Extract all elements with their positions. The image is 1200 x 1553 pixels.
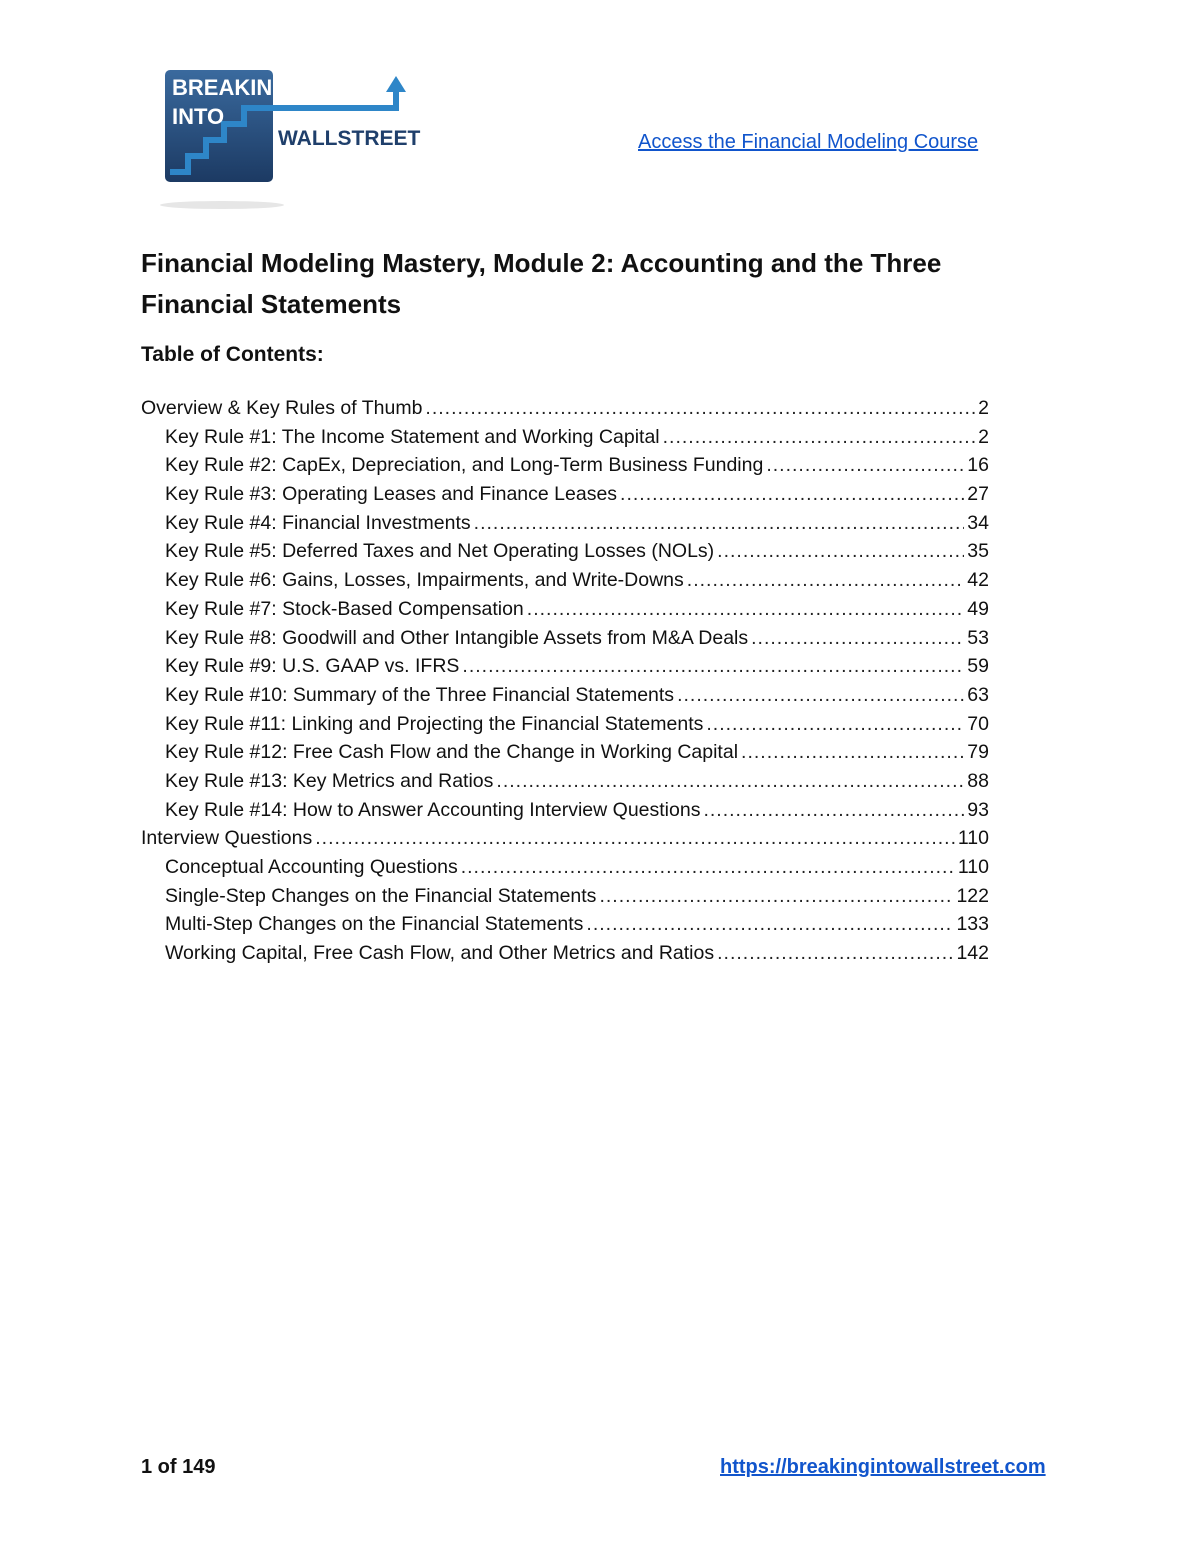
toc-entry[interactable] xyxy=(141,710,989,739)
toc-leader-dots xyxy=(599,882,953,911)
toc-leader-dots xyxy=(751,624,964,653)
toc-entry[interactable] xyxy=(141,681,989,710)
toc-entry[interactable] xyxy=(141,480,989,509)
toc-entry-label: Single-Step Changes on the Financial Statements xyxy=(165,884,597,907)
toc-entry-page: 34 xyxy=(967,511,989,534)
toc-leader-dots xyxy=(496,767,964,796)
toc-entry-label: Key Rule #5: Deferred Taxes and Net Operating Losses (NOLs) xyxy=(165,540,715,563)
toc-entry-label: Interview Questions xyxy=(141,827,313,850)
page-indicator: 1 of 149 xyxy=(141,1456,216,1478)
toc-entry-label: Key Rule #9: U.S. GAAP vs. IFRS xyxy=(165,655,460,678)
toc-entry[interactable] xyxy=(141,910,989,939)
toc-entry[interactable] xyxy=(141,652,989,681)
toc-entry-page: 63 xyxy=(967,683,989,706)
toc-leader-dots xyxy=(706,710,964,739)
toc-entry-label: Multi-Step Changes on the Financial Statements xyxy=(165,913,584,936)
toc-entry[interactable] xyxy=(141,537,989,566)
toc-entry[interactable] xyxy=(141,595,989,624)
toc-entry-page: 42 xyxy=(967,569,989,592)
logo-graphic xyxy=(160,68,430,218)
toc-entry-page: 49 xyxy=(967,597,989,620)
toc-leader-dots xyxy=(461,853,955,882)
toc-entry-label: Key Rule #7: Stock-Based Compensation xyxy=(165,597,524,620)
toc-entry-page: 110 xyxy=(957,856,989,878)
toc-entry-label: Key Rule #14: How to Answer Accounting Interview Questions xyxy=(165,798,701,821)
toc-entry-page: 59 xyxy=(967,655,989,678)
toc-entry-page: 79 xyxy=(967,741,989,764)
toc-entry-page: 70 xyxy=(967,712,989,735)
toc-entry-page: 122 xyxy=(956,884,989,907)
toc-entry[interactable] xyxy=(141,738,989,767)
toc-entry-label: Conceptual Accounting Questions xyxy=(165,856,458,878)
toc-entry[interactable] xyxy=(141,939,989,968)
toc-entry-page: 88 xyxy=(967,769,989,792)
toc-leader-dots xyxy=(717,939,953,968)
toc-entry-label: Key Rule #12: Free Cash Flow and the Change in Working Capital xyxy=(165,741,739,764)
toc-entry[interactable] xyxy=(141,767,989,796)
logo-shadow xyxy=(160,201,284,209)
toc-entry-page: 16 xyxy=(967,454,989,477)
toc-leader-dots xyxy=(677,681,964,710)
course-link[interactable]: Access the Financial Modeling Course xyxy=(638,131,979,153)
toc-entry-page: 133 xyxy=(956,913,989,936)
toc-entry-label: Key Rule #1: The Income Statement and Working Capital xyxy=(165,425,660,448)
toc-leader-dots xyxy=(425,394,975,423)
toc-entry[interactable] xyxy=(141,796,989,825)
toc-entry-page: 2 xyxy=(978,397,989,419)
toc-leader-dots xyxy=(315,824,955,853)
toc-entry-page: 53 xyxy=(967,626,989,649)
toc-entry[interactable] xyxy=(141,624,989,653)
toc-entry[interactable] xyxy=(141,509,989,538)
toc-leader-dots xyxy=(586,910,953,939)
logo-line-3: WALLSTREET xyxy=(278,127,421,150)
brand-logo xyxy=(160,68,430,218)
toc-entry-page: 142 xyxy=(956,942,989,965)
toc-entry-page: 110 xyxy=(957,827,989,850)
toc-leader-dots xyxy=(620,480,964,509)
toc-leader-dots xyxy=(663,423,976,452)
toc-entry-label: Key Rule #8: Goodwill and Other Intangible Assets from M&A Deals xyxy=(165,626,749,649)
toc-leader-dots xyxy=(766,451,964,480)
toc-leader-dots xyxy=(462,652,964,681)
toc-entry-label: Key Rule #10: Summary of the Three Financial Statements xyxy=(165,683,675,706)
toc-leader-dots xyxy=(717,537,964,566)
toc-entry-label: Overview & Key Rules of Thumb xyxy=(141,397,423,419)
toc-entry[interactable] xyxy=(141,824,989,853)
toc-entry-page: 2 xyxy=(978,425,989,448)
arrow-up-icon xyxy=(386,76,406,92)
toc-entry-page: 93 xyxy=(967,798,989,821)
toc-entry[interactable] xyxy=(141,882,989,911)
toc-leader-dots xyxy=(527,595,965,624)
toc-leader-dots xyxy=(687,566,965,595)
toc-entry-label: Key Rule #4: Financial Investments xyxy=(165,511,471,534)
logo-line-2: INTO xyxy=(172,104,225,129)
toc-entry-label: Key Rule #13: Key Metrics and Ratios xyxy=(165,769,494,792)
page-title: Financial Modeling Mastery, Module 2: Accounting and the Three Financial Statements xyxy=(141,248,942,319)
toc-entry[interactable] xyxy=(141,423,989,452)
toc-leader-dots xyxy=(474,509,965,538)
toc-entry-label: Working Capital, Free Cash Flow, and Other Metrics and Ratios xyxy=(165,942,715,965)
toc-entry[interactable] xyxy=(141,566,989,595)
toc-entry-page: 27 xyxy=(967,483,989,506)
toc-entry[interactable] xyxy=(141,853,989,882)
logo-line-1: BREAKING xyxy=(172,75,290,100)
toc-entry[interactable] xyxy=(141,451,989,480)
toc-heading: Table of Contents: xyxy=(141,343,324,366)
toc-entry-label: Key Rule #11: Linking and Projecting the Financial Statements xyxy=(165,712,704,735)
toc-entry-label: Key Rule #3: Operating Leases and Finance Leases xyxy=(165,483,618,506)
table-of-contents xyxy=(141,394,989,968)
toc-entry[interactable] xyxy=(141,394,989,423)
toc-entry-page: 35 xyxy=(967,540,989,563)
toc-leader-dots xyxy=(741,738,964,767)
site-link[interactable]: https://breakingintowallstreet.com xyxy=(720,1456,1046,1478)
toc-leader-dots xyxy=(703,796,964,825)
toc-entry-label: Key Rule #6: Gains, Losses, Impairments, and Write-Downs xyxy=(165,569,684,592)
toc-entry-label: Key Rule #2: CapEx, Depreciation, and Long-Term Business Funding xyxy=(165,454,764,477)
